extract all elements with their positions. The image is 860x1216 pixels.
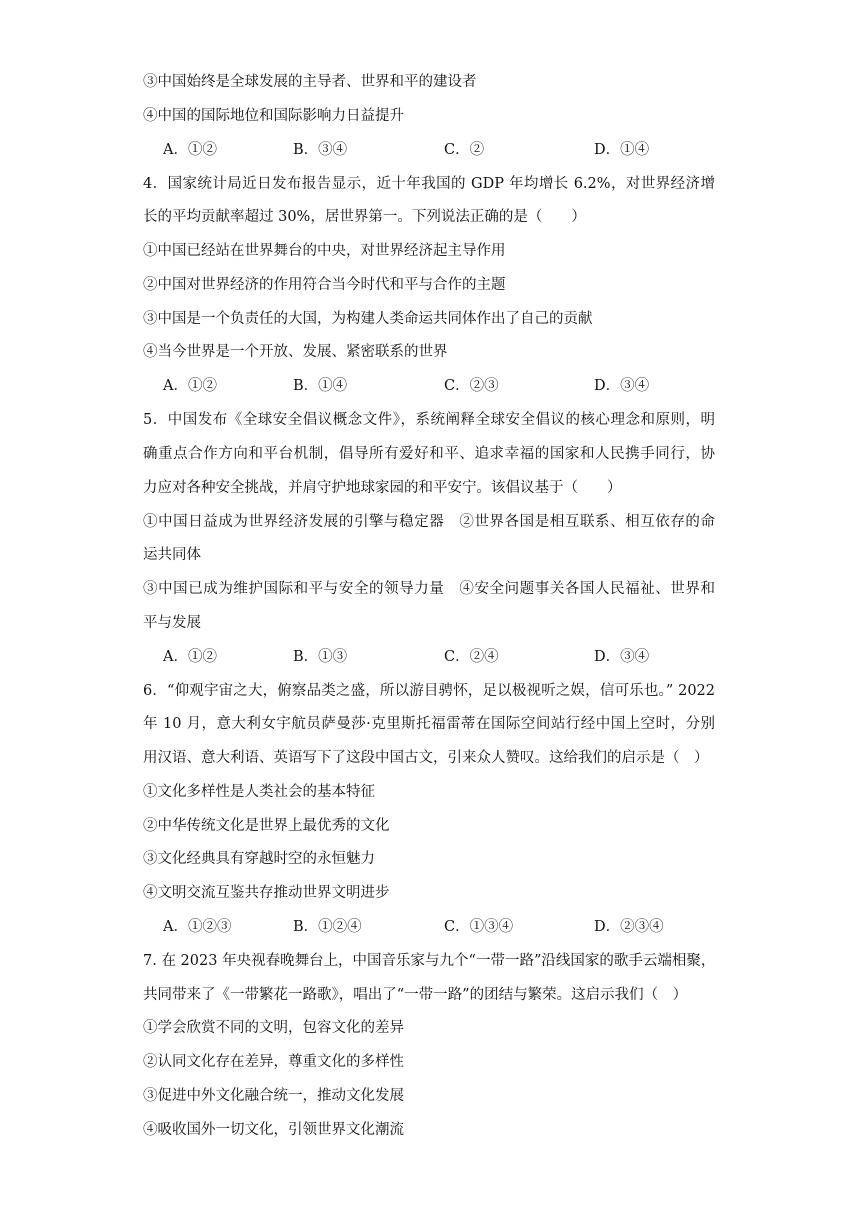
q6-item-4: ④文明交流互鉴共存推动世界文明进步 bbox=[143, 885, 390, 901]
q5-stem-line-2: 确重点合作方向和平台机制，倡导所有爱好和平、追求幸福的国家和人民携手同行，协 bbox=[143, 446, 715, 462]
q6-stem-line-1: 6．“仰观宇宙之大，俯察品类之盛，所以游目骋怀，足以极视听之娱，信可乐也。” 2022 bbox=[143, 683, 715, 699]
q7-item-2: ②认同文化存在差异，尊重文化的多样性 bbox=[143, 1054, 404, 1070]
q4-stem-line-2: 长的平均贡献率超过 30%，居世界第一。下列说法正确的是（ ） bbox=[143, 209, 586, 225]
q4-option-a: A．①② bbox=[163, 378, 217, 394]
q7-item-1: ①学会欣赏不同的文明，包容文化的差异 bbox=[143, 1020, 404, 1036]
q7-stem-line-2: 共同带来了《一带繁花一路歌》，唱出了“一带一路”的团结与繁荣。这启示我们（ ） bbox=[143, 987, 688, 1003]
q5-items-line-2: 运共同体 bbox=[143, 547, 201, 563]
q7-item-4: ④吸收国外一切文化，引领世界文化潮流 bbox=[143, 1122, 404, 1138]
q3-item-4: ④中国的国际地位和国际影响力日益提升 bbox=[143, 108, 404, 124]
q4-option-d: D．③④ bbox=[594, 378, 650, 394]
q5-items-line-1: ①中国日益成为世界经济发展的引擎与稳定器 ②世界各国是相互联系、相互依存的命 bbox=[143, 514, 715, 530]
q3-option-c: C．② bbox=[444, 142, 485, 158]
q5-items-line-3: ③中国已成为维护国际和平与安全的领导力量 ④安全问题事关各国人民福祉、世界和 bbox=[143, 581, 715, 597]
q3-option-b: B．③④ bbox=[293, 142, 348, 158]
q4-item-1: ①中国已经站在世界舞台的中央，对世界经济起主导作用 bbox=[143, 243, 506, 259]
q3-option-d: D．①④ bbox=[594, 142, 650, 158]
q6-option-c: C．①③④ bbox=[444, 919, 514, 935]
q6-options bbox=[0, 917, 860, 937]
q6-option-d: D．②③④ bbox=[594, 919, 664, 935]
q3-options bbox=[0, 140, 860, 160]
q6-option-b: B．①②④ bbox=[293, 919, 362, 935]
q4-stem-line-1: 4．国家统计局近日发布报告显示，近十年我国的 GDP 年均增长 6.2%，对世界经济增 bbox=[143, 176, 715, 192]
q5-option-a: A．①② bbox=[163, 649, 217, 665]
q7-item-3: ③促进中外文化融合统一，推动文化发展 bbox=[143, 1088, 404, 1104]
q5-items-line-4: 平与发展 bbox=[143, 615, 201, 631]
q4-option-b: B．①④ bbox=[293, 378, 348, 394]
q6-item-1: ①文化多样性是人类社会的基本特征 bbox=[143, 784, 375, 800]
q4-options bbox=[0, 376, 860, 396]
q7-stem-line-1: 7. 在 2023 年央视春晚舞台上，中国音乐家与九个“一带一路”沿线国家的歌手云端相聚， bbox=[143, 953, 716, 969]
q4-item-4: ④当今世界是一个开放、发展、紧密联系的世界 bbox=[143, 344, 448, 360]
q5-option-d: D．③④ bbox=[594, 649, 650, 665]
q6-stem-line-3: 用汉语、意大利语、英语写下了这段中国古文，引来众人赞叹。这给我们的启示是（ ） bbox=[143, 750, 709, 766]
q6-item-2: ②中华传统文化是世界上最优秀的文化 bbox=[143, 818, 390, 834]
q4-item-2: ②中国对世界经济的作用符合当今时代和平与合作的主题 bbox=[143, 277, 506, 293]
q3-option-a: A．①② bbox=[163, 142, 217, 158]
q5-stem-line-3: 力应对各种安全挑战，并肩守护地球家园的和平安宁。该倡议基于（ ） bbox=[143, 480, 622, 496]
q5-option-c: C．②④ bbox=[444, 649, 499, 665]
q6-stem-line-2: 年 10 月，意大利女宇航员萨曼莎·克里斯托福雷蒂在国际空间站行经中国上空时，分别 bbox=[143, 716, 715, 732]
q4-option-c: C．②③ bbox=[444, 378, 499, 394]
q3-item-3: ③中国始终是全球发展的主导者、世界和平的建设者 bbox=[143, 74, 477, 90]
q5-options bbox=[0, 647, 860, 667]
q6-item-3: ③文化经典具有穿越时空的永恒魅力 bbox=[143, 851, 375, 867]
q5-stem-line-1: 5．中国发布《全球安全倡议概念文件》，系统阐释全球安全倡议的核心理念和原则，明 bbox=[143, 412, 715, 428]
q4-item-3: ③中国是一个负责任的大国，为构建人类命运共同体作出了自己的贡献 bbox=[143, 311, 593, 327]
q5-option-b: B．①③ bbox=[293, 649, 348, 665]
q6-option-a: A．①②③ bbox=[163, 919, 232, 935]
